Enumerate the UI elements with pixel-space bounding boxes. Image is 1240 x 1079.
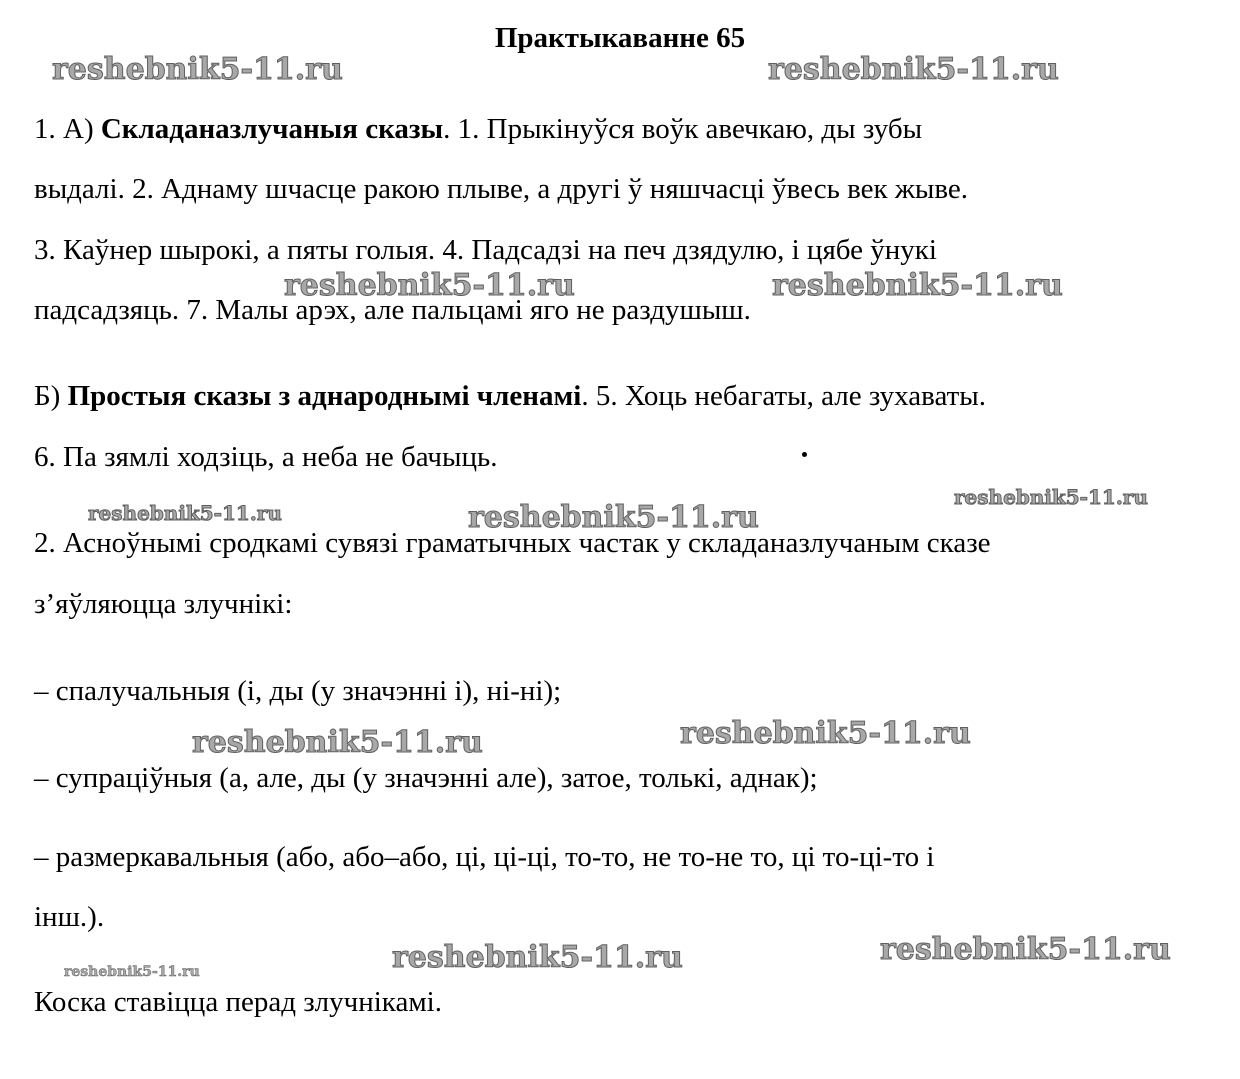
- watermark: reshebnik5-11.ru: [64, 964, 200, 980]
- part2-line-2: з’яўляюцца злучнікі:: [34, 588, 293, 620]
- watermark: reshebnik5-11.ru: [192, 725, 483, 760]
- watermark: reshebnik5-11.ru: [88, 501, 282, 525]
- part1-label: Складаназлучаныя сказы: [100, 113, 444, 145]
- part1-line-1: [34, 112, 922, 146]
- conjunction-item-adversative: – супрацiўныя (а, але, ды (у значэнні але), затое, толькі, аднак);: [34, 762, 818, 794]
- part1-label-num: 1. А): [34, 113, 101, 145]
- stray-dot: [802, 452, 807, 457]
- conjunction-item-disjunctive-cont: інш.).: [34, 901, 105, 933]
- part1-line-4: падсадзяць. 7. Малы арэх, але пальцамі яго не раздушыш.: [34, 294, 751, 326]
- part1-line-3: 3. Каўнер шырокі, а пяты голыя. 4. Падсадзі на печ дзядулю, і цябе ўнукі: [34, 234, 937, 266]
- watermark: reshebnik5-11.ru: [768, 52, 1059, 87]
- partB-label: Простыя сказы з аднароднымі членамі: [67, 380, 582, 412]
- partB-label-prefix: Б): [34, 380, 68, 412]
- watermark: reshebnik5-11.ru: [954, 485, 1148, 509]
- conjunction-item-copulative: – спалучальныя (і, ды (у значэнні і), ні-ні);: [34, 675, 562, 707]
- watermark: reshebnik5-11.ru: [880, 932, 1171, 967]
- partB-line-1-rest: . 5. Хоць небагаты, але зухаваты.: [581, 380, 987, 412]
- watermark: reshebnik5-11.ru: [284, 268, 575, 303]
- watermark: reshebnik5-11.ru: [680, 716, 971, 751]
- part1-line-2: выдалі. 2. Аднаму шчасце ракою плыве, а другі ў няшчасці ўвесь век жыве.: [34, 173, 969, 205]
- part2-line-1: 2. Асноўнымі сродкамі сувязі граматычных частак у складаназлучаным сказе: [34, 527, 991, 559]
- partB-line-1: [34, 379, 986, 413]
- watermark: reshebnik5-11.ru: [52, 52, 343, 87]
- part1-line-1-rest: . 1. Прыкінуўся воўк авечкаю, ды зубы: [443, 113, 923, 145]
- partB-line-2: 6. Па зямлі ходзіць, а неба не бачыць.: [34, 441, 498, 473]
- conjunction-item-disjunctive: – размеркавальныя (або, або–або, ці, ці-ці, то-то, не то-не то, ці то-ці-то і: [34, 841, 935, 873]
- closing-note: Коска ставіцца перад злучнікамі.: [34, 986, 442, 1018]
- watermark: reshebnik5-11.ru: [468, 500, 759, 535]
- watermark: reshebnik5-11.ru: [392, 940, 683, 975]
- page-title: Практыкаванне 65: [494, 22, 746, 54]
- watermark: reshebnik5-11.ru: [772, 268, 1063, 303]
